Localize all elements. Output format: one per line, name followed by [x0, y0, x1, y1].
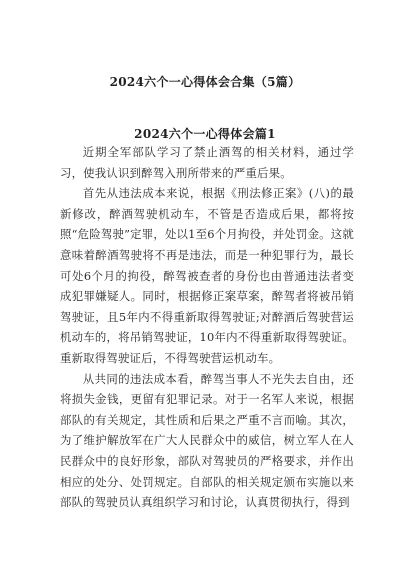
document-title: 2024六个一心得体会合集（5篇） — [109, 75, 301, 89]
body-paragraph: 近期全军部队学习了禁止酒驾的相关材料，通过学习，使我认识到醉驾入刑所带来的严重后果。 — [60, 145, 354, 180]
body-paragraph: 首先从违法成本来说，根据《刑法修正案》(八)的最新修改，醉酒驾驶机动车，不管是否造成后果，都将按照“危险驾驶”定罪，处以1至6个月拘役，并处罚金。这就意味着醉酒驾驶将不再是违法，而是一种犯罪行为，最长可处6个月的拘役，醉驾被查者的身份也由普通违法者变成犯罪嫌疑人。同时，根据修正案草案，醉驾者将被吊销驾驶证，且5年内不得重新取得驾驶证;对醉酒后驾驶营运机动车的，将吊销驾驶证，10年内不得重新取得驾驶证。重新取得驾驶证后，不得驾驶营运机动车。 — [60, 186, 354, 365]
section-title: 2024六个一心得体会篇1 — [134, 127, 276, 141]
document-body — [60, 142, 354, 513]
body-paragraph: 从共同的违法成本看，醉驾当事人不光失去自由，还将损失金钱，更留有犯罪记录。对于一名军人来说，根据部队的有关规定，其性质和后果之严重不言而喻。其次，为了维护解放军在广大人民群众中的威信，树立军人在人民群众中的良好形象，部队对驾驶员的严格要求，并作出相应的处分、处罚规定。自部队的相关规定颁布实施以来部队的驾驶员认真组织学习和讨论，认真贯彻执行，得到 — [60, 371, 354, 510]
